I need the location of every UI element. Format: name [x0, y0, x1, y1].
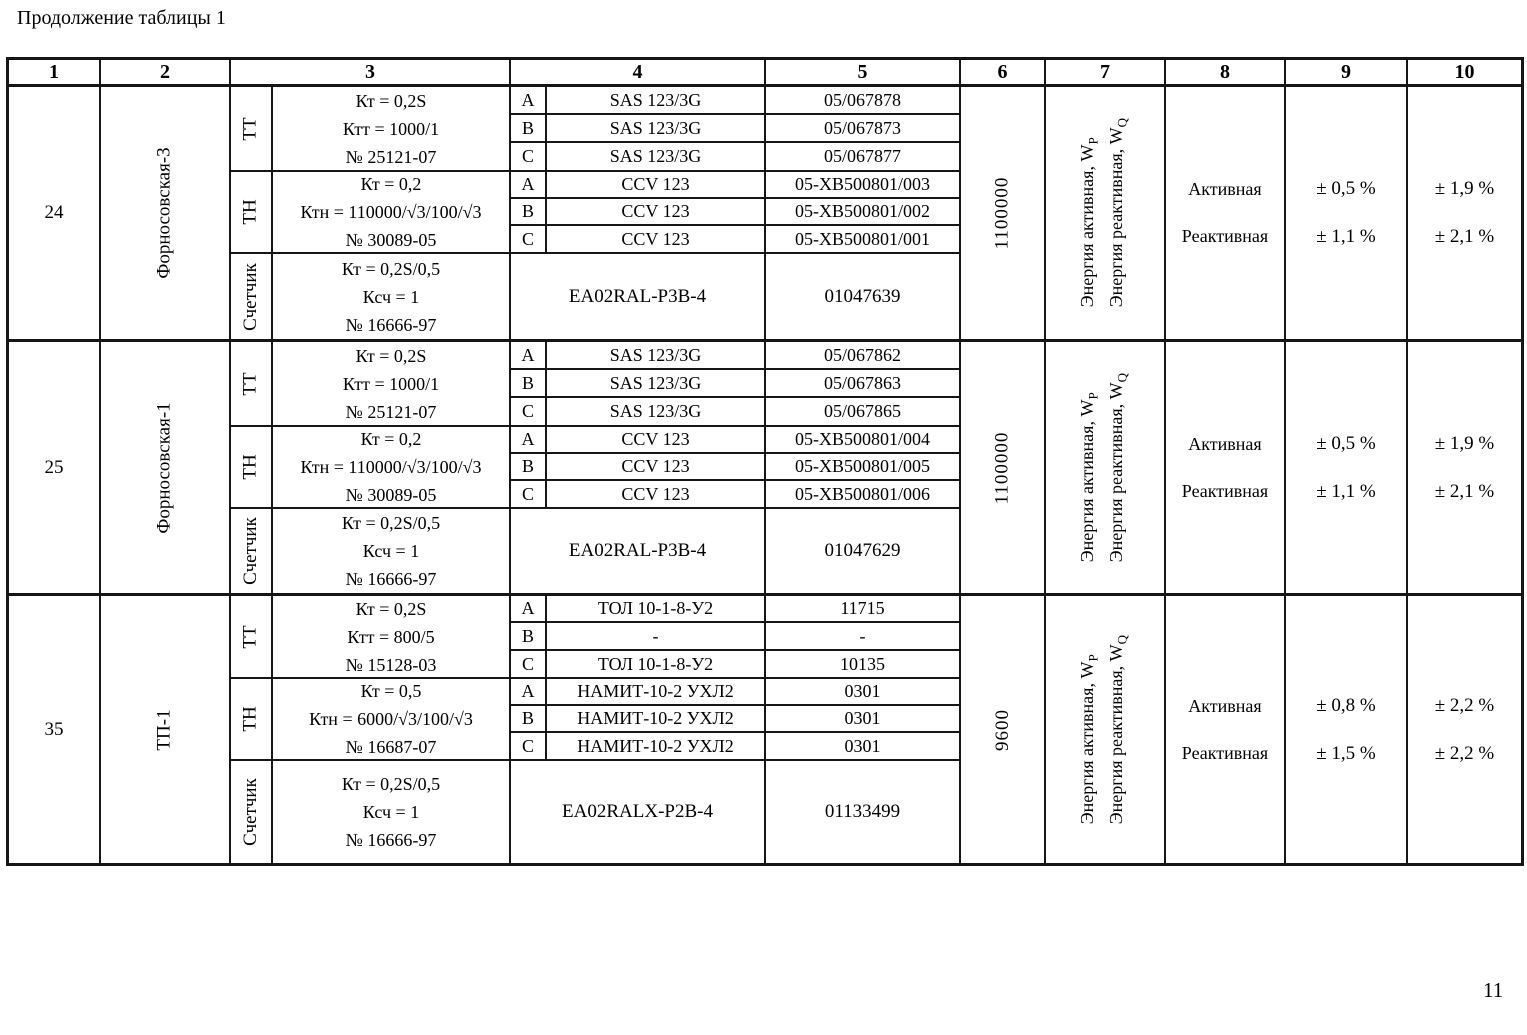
meter-serial: 01047629: [766, 509, 961, 596]
ratio-line: Ктн = 110000/√3/100/√3: [300, 202, 482, 222]
energy-reactive-text: Энергия реактивная, W: [1106, 644, 1127, 825]
phase-type: SAS 123/3G: [547, 342, 766, 370]
error-value: ± 1,5 %: [1316, 742, 1376, 764]
header-cell-7: 7: [1046, 60, 1166, 87]
ratio-line: № 30089-05: [345, 485, 437, 505]
energy-active-text: Энергия активная, W: [1077, 399, 1098, 563]
energy-kinds-cell: [1046, 87, 1166, 342]
energy-kinds: [1076, 373, 1133, 562]
energy-active-sub: P: [1086, 137, 1102, 145]
kind-label: Активная: [1188, 695, 1262, 716]
energy-active-sub: P: [1086, 392, 1102, 400]
ratio-line: № 16666-97: [345, 569, 437, 589]
phase-letter: A: [511, 427, 547, 454]
ratio-cell: [273, 172, 511, 254]
header-cell-4: 4: [511, 60, 766, 87]
ratio-line: Кт = 0,2S: [355, 598, 427, 619]
section-label-cell: [231, 427, 273, 509]
phase-serial: 05-XB500801/004: [766, 427, 961, 454]
phase-letter: B: [511, 706, 547, 733]
energy-reactive-text: Энергия реактивная, W: [1106, 127, 1127, 308]
energy-reactive-line: [1105, 635, 1134, 824]
phase-letter: C: [511, 226, 547, 254]
section-label-cell: [231, 172, 273, 254]
energy-reactive-line: [1105, 373, 1134, 562]
phase-serial: 05-XB500801/005: [766, 454, 961, 481]
error-value: ± 0,8 %: [1316, 694, 1376, 716]
section-label-cell: [231, 342, 273, 427]
energy-reactive-sub: Q: [1114, 372, 1130, 383]
limit-value: ± 2,2 %: [1434, 742, 1495, 764]
error-value: ± 1,1 %: [1316, 226, 1376, 247]
phase-serial: 05/067873: [766, 115, 961, 143]
header-cell-5: 5: [766, 60, 961, 87]
kind-cell: [1166, 87, 1286, 342]
metering-table: [6, 57, 1524, 866]
ratio-cell: [273, 596, 511, 679]
phase-type: CCV 123: [547, 172, 766, 199]
section-label-cell: [231, 761, 273, 863]
ratio-cell: [273, 87, 511, 172]
meter-type: EA02RAL-P3B-4: [511, 509, 766, 596]
energy-kinds-cell: [1046, 342, 1166, 596]
phase-serial: 10135: [766, 651, 961, 679]
energy-active-line: [1076, 373, 1105, 562]
header-cell-1: 1: [9, 60, 101, 87]
ratio-line: Кт = 0,2: [360, 174, 422, 194]
limit-cell: [1408, 87, 1521, 342]
phase-type: SAS 123/3G: [547, 370, 766, 398]
header-cell-3: 3: [231, 60, 511, 87]
ratio-line: Кт = 0,2S/0,5: [341, 513, 441, 533]
phase-type: SAS 123/3G: [547, 115, 766, 143]
header-cell-10: 10: [1408, 60, 1521, 87]
row-number: 25: [9, 342, 101, 596]
phase-letter: B: [511, 115, 547, 143]
phase-letter: B: [511, 199, 547, 226]
phase-letter: A: [511, 596, 547, 623]
section-label-cell: [231, 87, 273, 172]
ratio-line: Ксч = 1: [362, 541, 420, 561]
section-label-cell: [231, 509, 273, 596]
meter-type: EA02RALX-P2B-4: [511, 761, 766, 863]
phase-type: НАМИТ-10-2 УХЛ2: [547, 679, 766, 706]
phase-serial: 0301: [766, 679, 961, 706]
meter-serial: 01133499: [766, 761, 961, 863]
phase-type: SAS 123/3G: [547, 87, 766, 115]
reading-cell: [961, 87, 1046, 342]
ratio-cell: [273, 761, 511, 863]
ratio-line: № 25121-07: [345, 401, 437, 422]
reading-cell: [961, 596, 1046, 863]
phase-serial: 11715: [766, 596, 961, 623]
phase-letter: C: [511, 398, 547, 427]
ratio-line: Ктн = 6000/√3/100/√3: [309, 709, 473, 729]
phase-type: НАМИТ-10-2 УХЛ2: [547, 733, 766, 761]
meter-type: EA02RAL-P3B-4: [511, 254, 766, 342]
row-number: 24: [9, 87, 101, 342]
page-title: Продолжение таблицы 1: [17, 7, 226, 29]
station-name: ТП-1: [154, 708, 175, 751]
ratio-line: Ктт = 1000/1: [342, 373, 440, 394]
energy-reading: 1100000: [991, 431, 1013, 504]
limit-value: ± 2,1 %: [1434, 480, 1495, 502]
section-label: ТТ: [240, 371, 261, 396]
page-number: 11: [1483, 978, 1504, 1002]
phase-serial: 05/067865: [766, 398, 961, 427]
header-cell-9: 9: [1286, 60, 1408, 87]
ratio-line: Ксч = 1: [362, 802, 420, 822]
phase-type: CCV 123: [547, 226, 766, 254]
ratio-cell: [273, 427, 511, 509]
row-number: 35: [9, 596, 101, 863]
ratio-cell: [273, 509, 511, 596]
energy-reading: 9600: [991, 708, 1013, 751]
phase-type: НАМИТ-10-2 УХЛ2: [547, 706, 766, 733]
phase-type: CCV 123: [547, 427, 766, 454]
section-label: ТН: [239, 199, 261, 225]
kind-label: Реактивная: [1181, 480, 1269, 501]
section-label: ТТ: [240, 624, 261, 649]
kind-label: Активная: [1188, 179, 1262, 199]
phase-letter: A: [511, 342, 547, 370]
phase-serial: 05-XB500801/003: [766, 172, 961, 199]
ratio-line: Ктт = 1000/1: [342, 118, 440, 139]
phase-serial: 0301: [766, 706, 961, 733]
ratio-line: Ктт = 800/5: [347, 626, 435, 647]
station-cell: [101, 342, 231, 596]
ratio-line: Кт = 0,2S: [355, 345, 427, 366]
ratio-line: Ктн = 110000/√3/100/√3: [300, 457, 482, 477]
phase-serial: 05/067863: [766, 370, 961, 398]
section-label: Счетчик: [240, 262, 262, 331]
energy-reading: 1100000: [991, 176, 1013, 250]
station-cell: [101, 596, 231, 863]
section-label: ТТ: [240, 116, 261, 141]
phase-serial: -: [766, 623, 961, 651]
phase-type: SAS 123/3G: [547, 143, 766, 172]
phase-letter: C: [511, 143, 547, 172]
ratio-line: № 15128-03: [345, 654, 437, 675]
phase-serial: 05-XB500801/002: [766, 199, 961, 226]
kind-cell: [1166, 596, 1286, 863]
phase-type: CCV 123: [547, 199, 766, 226]
energy-active-line: [1076, 118, 1105, 307]
phase-letter: B: [511, 623, 547, 651]
energy-reactive-sub: Q: [1114, 634, 1130, 645]
meter-serial: 01047639: [766, 254, 961, 342]
error-value: ± 0,5 %: [1316, 178, 1376, 199]
phase-type: CCV 123: [547, 454, 766, 481]
phase-letter: B: [511, 370, 547, 398]
phase-serial: 05/067877: [766, 143, 961, 172]
error-cell: [1286, 342, 1408, 596]
ratio-line: № 16666-97: [345, 830, 437, 850]
ratio-cell: [273, 679, 511, 761]
phase-type: ТОЛ 10-1-8-У2: [547, 651, 766, 679]
phase-letter: A: [511, 679, 547, 706]
section-label: ТН: [239, 706, 261, 732]
kind-label: Реактивная: [1181, 742, 1269, 763]
limit-value: ± 2,2 %: [1434, 694, 1495, 716]
energy-reactive-line: [1105, 118, 1134, 307]
ratio-line: Кт = 0,2S/0,5: [341, 774, 441, 794]
limit-value: ± 1,9 %: [1434, 178, 1495, 199]
kind-cell: [1166, 342, 1286, 596]
station-name: Форносовская-3: [154, 147, 176, 279]
phase-serial: 05/067878: [766, 87, 961, 115]
energy-active-text: Энергия активная, W: [1077, 661, 1098, 825]
energy-kinds: [1076, 635, 1133, 824]
station-cell: [101, 87, 231, 342]
ratio-line: № 30089-05: [345, 230, 437, 250]
phase-letter: C: [511, 733, 547, 761]
energy-reactive-text: Энергия реактивная, W: [1106, 382, 1127, 563]
phase-letter: C: [511, 651, 547, 679]
energy-active-text: Энергия активная, W: [1077, 144, 1098, 308]
error-cell: [1286, 596, 1408, 863]
phase-type: CCV 123: [547, 481, 766, 509]
header-cell-6: 6: [961, 60, 1046, 87]
limit-cell: [1408, 342, 1521, 596]
energy-active-sub: P: [1086, 654, 1102, 662]
ratio-line: Ксч = 1: [362, 286, 420, 307]
phase-type: -: [547, 623, 766, 651]
section-label-cell: [231, 596, 273, 679]
kind-label: Реактивная: [1181, 226, 1269, 246]
section-label: ТН: [239, 454, 261, 480]
ratio-line: Кт = 0,2S: [355, 90, 427, 111]
energy-kinds: [1076, 118, 1133, 307]
section-label-cell: [231, 679, 273, 761]
phase-serial: 05-XB500801/006: [766, 481, 961, 509]
station-name: Форносовская-1: [154, 401, 176, 534]
phase-serial: 05-XB500801/001: [766, 226, 961, 254]
ratio-line: Кт = 0,5: [360, 681, 422, 701]
limit-value: ± 1,9 %: [1434, 432, 1495, 454]
phase-serial: 05/067862: [766, 342, 961, 370]
error-value: ± 0,5 %: [1316, 432, 1376, 454]
limit-cell: [1408, 596, 1521, 863]
header-cell-8: 8: [1166, 60, 1286, 87]
ratio-line: Кт = 0,2S/0,5: [341, 258, 441, 279]
kind-label: Активная: [1188, 433, 1262, 454]
section-label: Счетчик: [240, 778, 262, 846]
section-label: Счетчик: [240, 517, 262, 585]
error-cell: [1286, 87, 1408, 342]
energy-reactive-sub: Q: [1114, 118, 1130, 128]
ratio-cell: [273, 254, 511, 342]
ratio-cell: [273, 342, 511, 427]
phase-serial: 0301: [766, 733, 961, 761]
phase-type: ТОЛ 10-1-8-У2: [547, 596, 766, 623]
limit-value: ± 2,1 %: [1434, 226, 1495, 247]
reading-cell: [961, 342, 1046, 596]
phase-letter: A: [511, 172, 547, 199]
ratio-line: № 16666-97: [345, 314, 437, 335]
energy-active-line: [1076, 635, 1105, 824]
phase-type: SAS 123/3G: [547, 398, 766, 427]
phase-letter: B: [511, 454, 547, 481]
header-cell-2: 2: [101, 60, 231, 87]
ratio-line: Кт = 0,2: [360, 429, 422, 449]
energy-kinds-cell: [1046, 596, 1166, 863]
phase-letter: A: [511, 87, 547, 115]
ratio-line: № 25121-07: [345, 146, 437, 167]
phase-letter: C: [511, 481, 547, 509]
error-value: ± 1,1 %: [1316, 480, 1376, 502]
ratio-line: № 16687-07: [345, 737, 437, 757]
section-label-cell: [231, 254, 273, 342]
